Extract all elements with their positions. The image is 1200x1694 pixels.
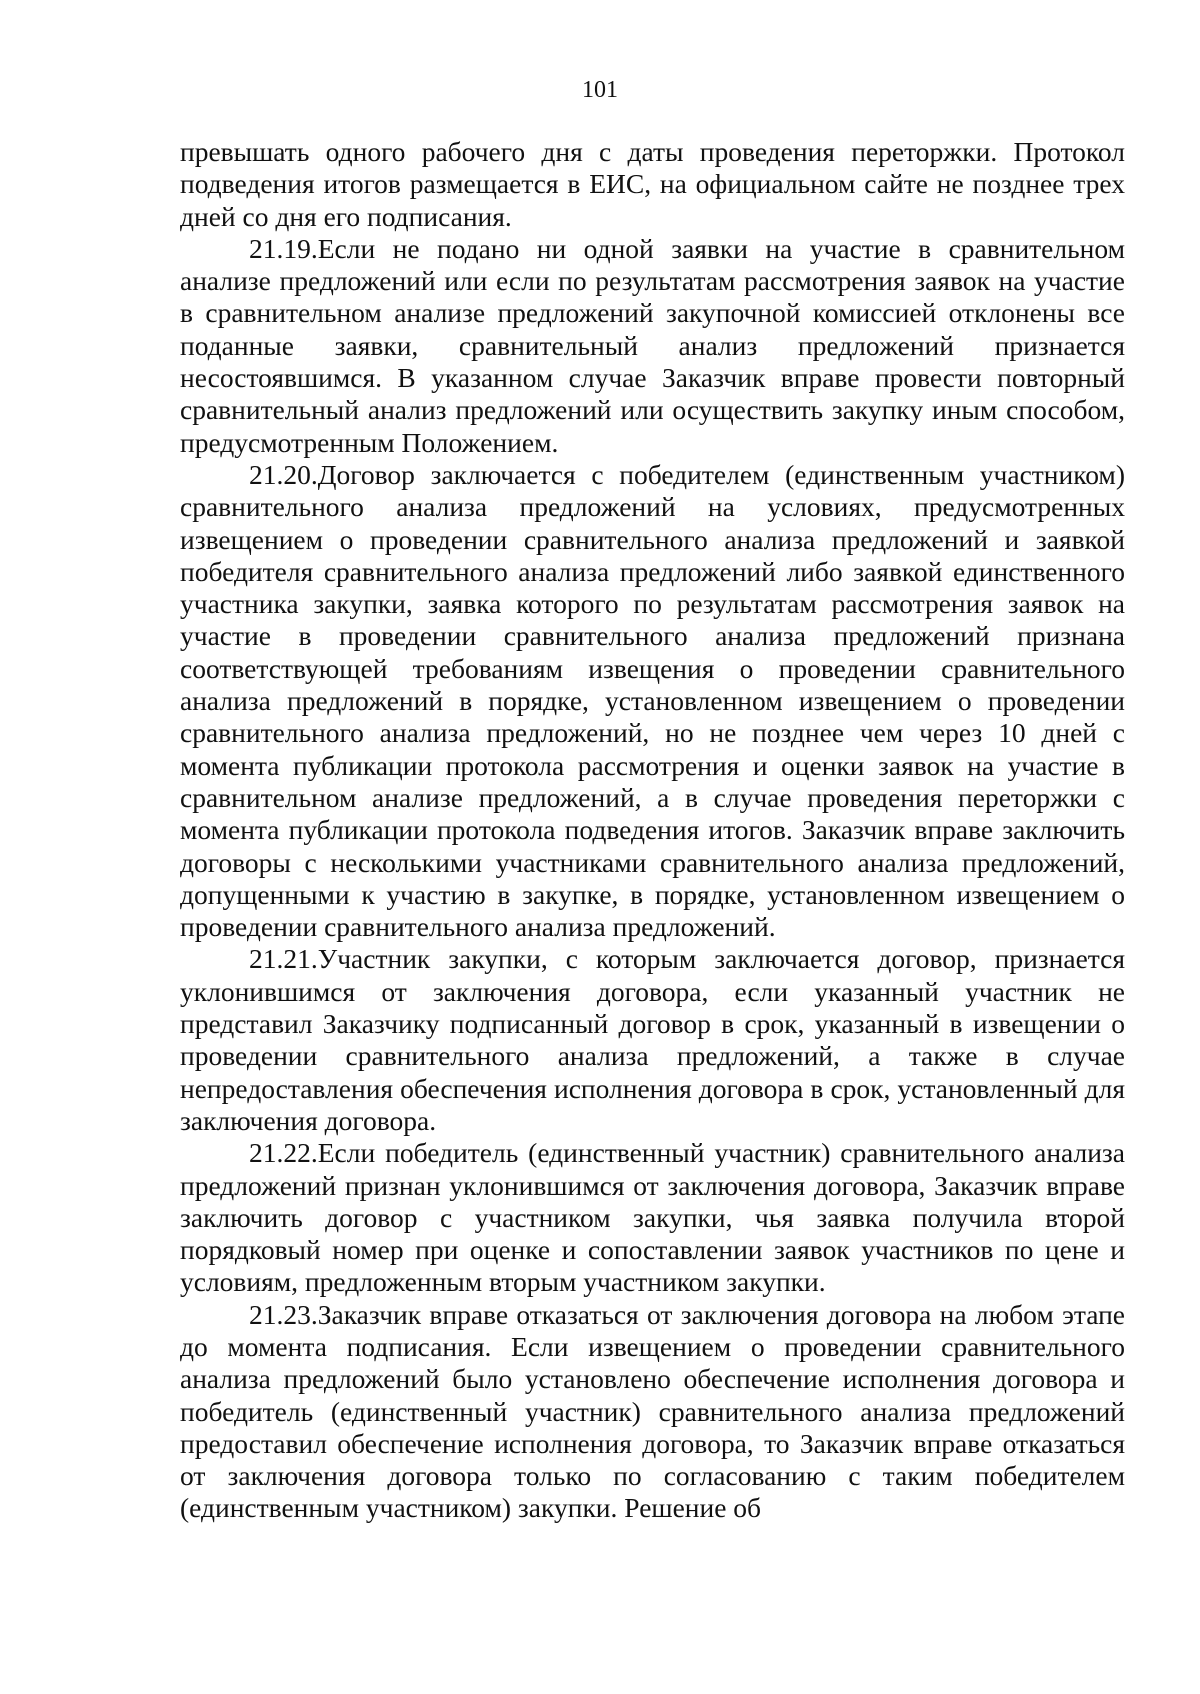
paragraph-21-21: 21.21.Участник закупки, с которым заключается договор, признается уклонившимся от заключения договора, если указанный участник не представил Заказчику подписанный договор в срок, указанный в извещении о проведении сравнительного анализа предложений, а также в случае непредоставления обеспечения исполнения договора в срок, установленный для заключения договора. (180, 943, 1125, 1136)
paragraph-21-19: 21.19.Если не подано ни одной заявки на участие в сравнительном анализе предложений или если по результатам рассмотрения заявок на участие в сравнительном анализе предложений закупочной комиссией отклонены все поданные заявки, сравнительный анализ предложений признается несостоявшимся. В указанном случае Заказчик вправе провести повторный сравнительный анализ предложений или осуществить закупку иным способом, предусмотренным Положением. (180, 232, 1125, 458)
paragraph-21-22: 21.22.Если победитель (единственный участник) сравнительного анализа предложений признан уклонившимся от заключения договора, Заказчик вправе заключить договор с участником закупки, чья заявка получила второй порядковый номер при оценке и сопоставлении заявок участников по цене и условиям, предложенным вторым участником закупки. (180, 1137, 1125, 1298)
paragraph-continuation: превышать одного рабочего дня с даты проведения переторжки. Протокол подведения итогов размещается в ЕИС, на официальном сайте не позднее трех дней со дня его подписания. (180, 136, 1125, 232)
paragraph-21-23: 21.23.Заказчик вправе отказаться от заключения договора на любом этапе до момента подписания. Если извещением о проведении сравнительного анализа предложений было установлено обеспечение исполнения договора и победитель (единственный участник) сравнительного анализа предложений предоставил обеспечение исполнения договора, то Заказчик вправе отказаться от заключения договора только по согласованию с таким победителем (единственным участником) закупки. Решение об (180, 1298, 1125, 1524)
page-number: 101 (582, 77, 618, 103)
paragraph-21-20: 21.20.Договор заключается с победителем (единственным участником) сравнительного анализа предложений на условиях, предусмотренных извещением о проведении сравнительного анализа предложений и заявкой победителя сравнительного анализа предложений либо заявкой единственного участника закупки, заявка которого по результатам рассмотрения заявок на участие в проведении сравнительного анализа предложений признана соответствующей требованиям извещения о проведении сравнительного анализа предложений в порядке, установленном извещением о проведении сравнительного анализа предложений, но не позднее чем через 10 дней с момента публикации протокола рассмотрения и оценки заявок на участие в сравнительном анализе предложений, а в случае проведения переторжки с момента публикации протокола подведения итогов. Заказчик вправе заключить договоры с несколькими участниками сравнительного анализа предложений, допущенными к участию в закупке, в порядке, установленном извещением о проведении сравнительного анализа предложений. (180, 458, 1125, 943)
document-body (180, 136, 1125, 1525)
